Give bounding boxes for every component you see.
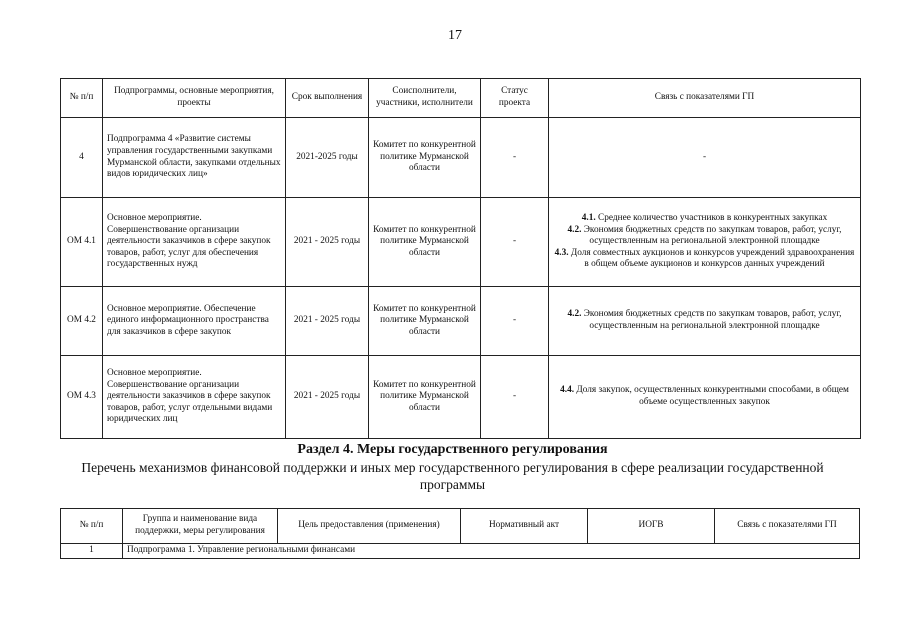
table-row — [61, 356, 861, 439]
row-name: Основное мероприятие. Совершенствование организации деятельности заказчиков в сфере закупок товаров, работ, услуг отдельными видами юридических лиц — [103, 356, 286, 439]
row-links — [549, 287, 861, 356]
subprogram-table — [60, 78, 861, 439]
row-links — [549, 356, 861, 439]
row-num: ОМ 4.3 — [61, 356, 103, 439]
row-executor: Комитет по конкурентной политике Мурманской области — [369, 356, 481, 439]
row-num: 4 — [61, 118, 103, 198]
col-header-group: Группа и наименование вида поддержки, меры регулирования — [123, 509, 278, 544]
row-executor: Комитет по конкурентной политике Мурманской области — [369, 198, 481, 287]
indicator-link: 4.1. Среднее количество участников в конкурентных закупках — [581, 213, 828, 224]
page-number: 17 — [448, 28, 462, 43]
row-status: - — [481, 356, 549, 439]
row-num: ОМ 4.2 — [61, 287, 103, 356]
indicator-link: 4.2. Экономия бюджетных средств по закупкам товаров, работ, услуг, осуществленным на региональной электронной площадке — [567, 309, 842, 331]
col-header-links: Связь с показателями ГП — [549, 79, 861, 118]
row-links — [549, 198, 861, 287]
col-header-num: № п/п — [61, 509, 123, 544]
table-header-row — [61, 509, 860, 544]
row-name: Основное мероприятие. Совершенствование организации деятельности заказчиков в сфере закупок товаров, работ, услуг для обеспечения государственных нужд — [103, 198, 286, 287]
row-executor: Комитет по конкурентной политике Мурманской области — [369, 118, 481, 198]
indicator-link: 4.2. Экономия бюджетных средств по закупкам товаров, работ, услуг, осуществленным на региональной электронной площадке — [567, 224, 842, 247]
row-num: ОМ 4.1 — [61, 198, 103, 287]
col-header-status: Статус проекта — [481, 79, 549, 118]
table-row — [61, 198, 861, 287]
row-term: 2021 - 2025 годы — [286, 287, 369, 356]
regulation-measures-table — [60, 508, 860, 559]
row-term: 2021 - 2025 годы — [286, 198, 369, 287]
row-term: 2021-2025 годы — [286, 118, 369, 198]
row-term: 2021 - 2025 годы — [286, 356, 369, 439]
indicator-link: - — [702, 151, 707, 162]
col-header-term: Срок выполнения — [286, 79, 369, 118]
section-title: Раздел 4. Меры государственного регулирования — [297, 442, 608, 457]
col-header-num: № п/п — [61, 79, 103, 118]
col-header-act: Нормативный акт — [461, 509, 588, 544]
row-status: - — [481, 118, 549, 198]
row-status: - — [481, 198, 549, 287]
row-status: - — [481, 287, 549, 356]
col-header-goal: Цель предоставления (применения) — [278, 509, 461, 544]
row-name: Подпрограмма 4 «Развитие системы управления государственными закупками Мурманской области, закупками отдельных видов юридических лиц» — [103, 118, 286, 198]
table-row — [61, 287, 861, 356]
row-num: 1 — [61, 544, 123, 559]
section-subtitle: Перечень механизмов финансовой поддержки и иных мер государственного регулирования в сфере реализации государственной программы — [81, 460, 824, 492]
col-header-links: Связь с показателями ГП — [715, 509, 860, 544]
row-name: Основное мероприятие. Обеспечение единого информационного пространства для заказчиков в сфере закупок — [103, 287, 286, 356]
row-links — [549, 118, 861, 198]
table-row — [61, 544, 860, 559]
indicator-link: 4.4. Доля закупок, осуществленных конкурентными способами, в общем объеме осуществленных закупок — [560, 385, 849, 407]
row-subprogram: Подпрограмма 1. Управление региональными финансами — [123, 544, 860, 559]
col-header-executor: Соисполнители, участники, исполнители — [369, 79, 481, 118]
table-header-row — [61, 79, 861, 118]
row-executor: Комитет по конкурентной политике Мурманской области — [369, 287, 481, 356]
table-row — [61, 118, 861, 198]
indicator-link: 4.3. Доля совместных аукционов и конкурсов учреждений здравоохранения в общем объеме аукционов и конкурсов данных учреждений — [554, 247, 855, 270]
col-header-name: Подпрограммы, основные мероприятия, проекты — [103, 79, 286, 118]
col-header-iogv: ИОГВ — [588, 509, 715, 544]
